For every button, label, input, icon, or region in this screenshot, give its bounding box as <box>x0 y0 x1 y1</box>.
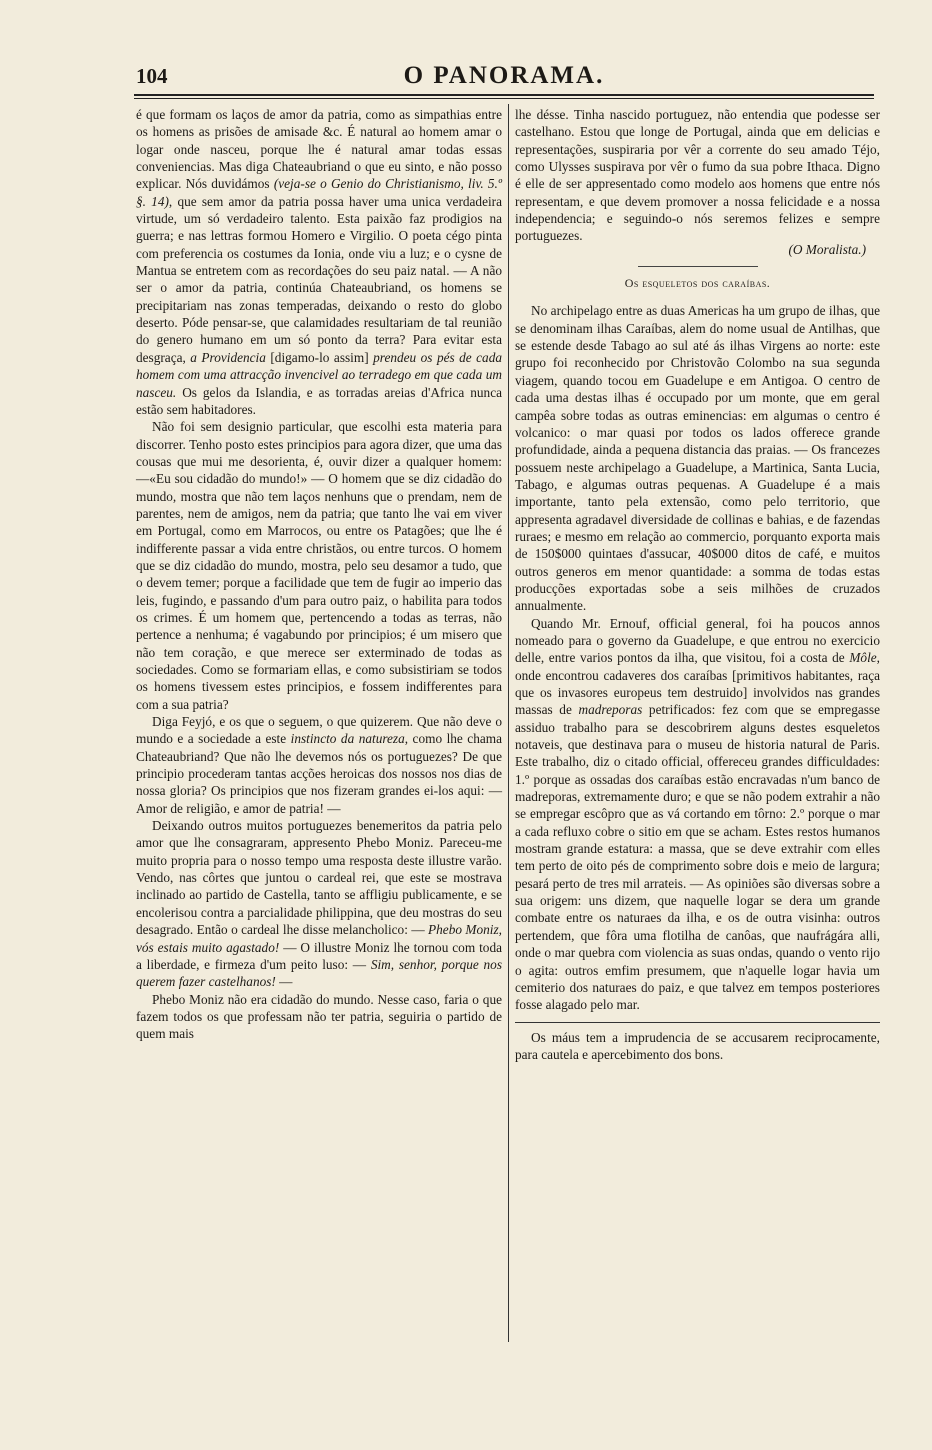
section-rule <box>638 266 758 267</box>
paragraph: No archipelago entre as duas Americas ha um grupo de ilhas, que se denominam ilhas Caraíbas, alem do nome usual de Antilhas, que se estende desde Tabago ao sul até ás ilhas Virgens ao norte: este grupo foi reconhecido por Christovão Colombo na sua segunda viagem, quando tocou em Guadelupe e em Antigoa. O centro de cada uma destas ilhas é occupado por um monte, que em geral campêa sobre todas as outras eminencias: em algumas o centro é volcanico: o mar quasi por todos os lados offerece grande profundidade, ainda a pequena distancia das praias. — Os francezes possuem neste archipelago a Guadelupe, a Martinica, Santa Lucia, Tabago, e algumas outras pequenas. A Guadelupe é a mais importante, tanto pela extensão, como pelo territorio, que appresenta agradavel diversidade de collinas e bahias, e de fazendas ruraes; e mesmo em relação ao commercio, porquanto exporta mais de 150$000 quintaes d'assucar, 40$000 ditos de café, e muitos outros generos em menor quantidade: a somma de todas estas producções exportadas sobe a seis milhões de cruzados annualmente. <box>515 303 880 614</box>
paragraph: é que formam os laços de amor da patria, como as simpathias entre os homens as prisões de amisade &c. É natural ao homem amar o logar onde nasceu, porque lhe é natural amar todas essas conveniencias. Mas diga Chateaubriand o que eu sinto, e não posso explicar. Nós duvidámos (veja-se o Genio do Christianismo, liv. 5.º §. 14), que sem amor da patria possa haver uma unica verdadeira virtude, um só verdadeiro talento. Esta paixão faz prodigios na guerra; e nas lettras formou Homero e Virgilio. O poeta cégo pinta com preferencia os costumes da Ionia, onde viu a luz; e o cysne de Mantua se entretem com as recordações do seu paiz natal. — A não ser o amor da patria, continúa Chateaubriand, os homens se precipitariam nas zonas temperadas, deixando o resto do globo deserto. Póde pensar-se, que calamidades resultariam de tal reunião do genero humano em um só ponto da terra? Para evitar esta desgraça, a Providencia [digamo-lo assim] prendeu os pés de cada homem com uma attracção invencivel ao terradego em que cada um nasceu. Os gelos da Islandia, e as torradas areias d'Africa nunca estão sem habitadores. <box>136 107 502 417</box>
section-title: Os esqueletos dos caraíbas. <box>624 276 771 291</box>
paragraph: Os máus tem a imprudencia de se accusarem reciprocamente, para cautela e apercebimento dos bons. <box>515 1029 880 1062</box>
header-rule <box>134 94 874 99</box>
source-citation: (O Moralista.) <box>788 241 866 257</box>
page-header <box>134 62 874 92</box>
right-column <box>515 106 880 1063</box>
page-number: 104 <box>136 64 168 88</box>
journal-title: O PANORAMA. <box>403 62 605 89</box>
paragraph: Deixando outros muitos portuguezes benemeritos da patria pelo amor que lhe consagraram, appresento Phebo Moniz. Pareceu-me muito propria para o nosso tempo uma resposta deste illustre varão. Vendo, nas côrtes que juntou o cardeal rei, que este se mostrava inclinado ao partido de Castella, tanto se affligiu publicamente, e se encolerisou contra a parcialidade philippina, que deu mostras do seu desagrado. Então o cardeal lhe disse melancholico: — Phebo Moniz, vós estais muito agastado! — O illustre Moniz lhe tornou com toda a liberdade, e firmeza d'um peito luso: — Sim, senhor, porque nos querem fazer castelhanos! — <box>136 818 503 990</box>
column-divider <box>508 104 509 1342</box>
paragraph: lhe désse. Tinha nascido portuguez, não entendia que podesse ser castelhano. Estou que longe de Portugal, ainda que em delicias e representações, suspiraria por vêr a corrente do seu amado Téjo, como Ulysses suspirava por vêr o fumo da sua pobre Ithaca. Digno é elle de ser appresentado como modelo aos homens que entre nós representam, e que devem promover a nossa felicidade e a nossa independencia; e seguindo-o nós seremos felizes e sempre portuguezes. <box>515 107 880 244</box>
paragraph: Phebo Moniz não era cidadão do mundo. Nesse caso, faria o que fazem todos os que professam não ter patria, seguiria o partido de quem mais <box>136 991 502 1042</box>
section-rule <box>515 1022 880 1023</box>
paragraph: Não foi sem designio particular, que escolhi esta materia para discorrer. Tenho posto estes principios para agora dizer, que uma das cousas que mui me desorienta, é, ouvir dizer a qualquer homem: —«Eu sou cidadão do mundo!» — O homem que se diz cidadão do mundo, mostra que não tem laços nenhuns que o prendam, nem de parentes, nem de amigos, nem da patria; que tanto lhe vai em viver em Portugal, como em Marrocos, ou entre os Patagões; que lhe é indifferente passar a vida entre christãos, ou entre turcos. O homem que se diz cidadão do mundo, mostra, pelo seu desamor a tudo, que o devem temer; porque a facilidade que tem de fugir ao imperio das leis, fugindo, e passando d'um para outro paiz, o habilita para todos os crimes. É um homem que, pertencendo a todas as terras, não pertence a nenhuma; é vagabundo por principios; é um misero que não tem coração, e que merece ser exterminado de todas as sociedades. Como se formariam ellas, e como subsistiriam se todos os homens tivessem estes principios, e fossem indifferentes para com a sua patria? <box>136 419 502 712</box>
paragraph: Quando Mr. Ernouf, official general, foi ha poucos annos nomeado para o governo da Guadelupe, e que entrou no exercicio delle, entre varios pontos da ilha, que visitou, foi a costa de Môle, onde encontrou cadaveres dos caraíbas [primitivos habitantes, raça que os invasores europeus tem destruido] involvidos nas grandes massas de madreporas petrificados: fez com que se empregasse assiduo trabalho para se descobrirem alguns destes esqueletos notaveis, que destinava para o museu de historia natural de Paris. Este trabalho, diz o citado official, offereceu grandes difficuldades: 1.º porque as ossadas dos caraíbas estão encravadas n'um banco de madreporas, extremamente duro; e que se não podem extrahir a não se empregar escôpro que as vá cortando em tôrno: 2.º porque o mar a cada refluxo cobre o sitio em que se acham. Estes restos humanos mostram grande estatura: a massa, que se deve extrahir com elles tem perto de oito pés de comprimento sobre dois e meio de largura; pesará perto de tres mil arrateis. — As opiniões são diversas sobre a sua origem: uns dizem, que naquelle logar se dera um grande combate entre os naturaes da ilha, e os de outra visinha: outros pertendem, que fôra uma flotilha de canôas, que naufrágára alli, onde o mar quebra com violencia as suas ondas, quando o vento rijo o agita: outros emfim presumem, que n'aquelle logar havia um cemiterio dos naturaes do paiz, e que talvez em tempos posteriores fosse alagado pelo mar. <box>515 615 880 1013</box>
paragraph: Diga Feyjó, e os que o seguem, o que quizerem. Que não deve o mundo e a sociedade a este instincto da natureza, como lhe chama Chateaubriand? Que não lhe devemos nós os portuguezes? De que principio procederam tantas acções heroicas dos nossos nos dias de nossa gloria? Os principios que nos fizeram grandes ei-los aqui: — Amor de religião, e amor de patria! — <box>136 714 503 816</box>
left-column <box>136 106 502 1043</box>
